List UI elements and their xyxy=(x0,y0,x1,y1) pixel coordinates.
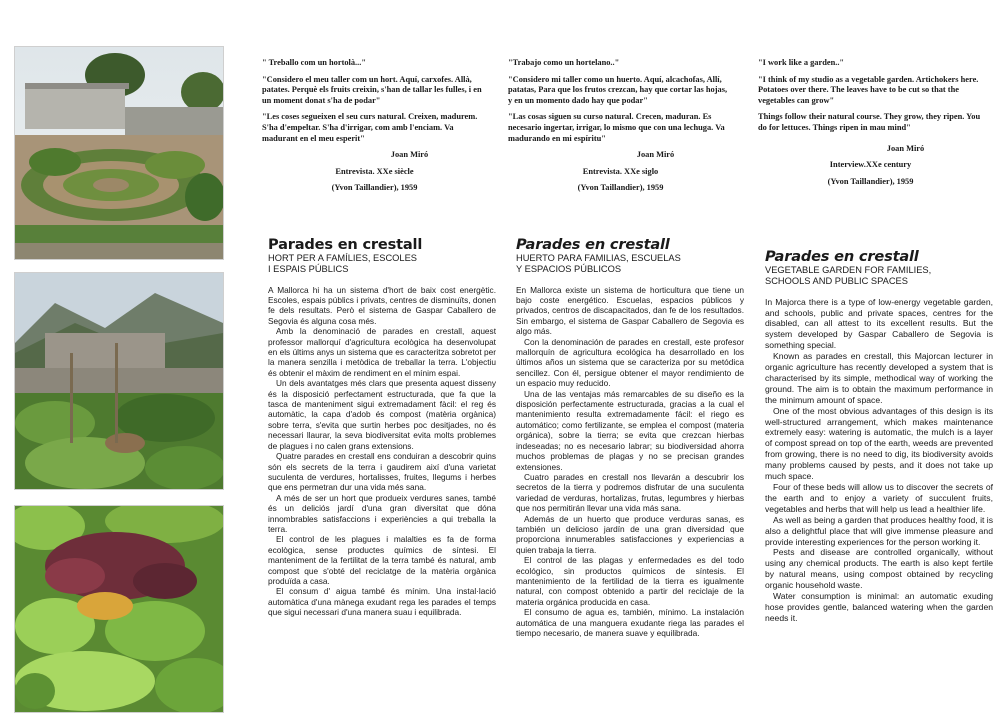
garden-photo-bottom xyxy=(14,505,224,713)
spanish-article xyxy=(516,236,744,638)
article-body xyxy=(268,285,496,618)
quote-title: "I work like a garden.." xyxy=(758,58,845,67)
quote-paragraph: "Considero el meu taller com un hort. Aquí, carxofes. Allà, patates. Perquè els fruits creixin, s'han de tallar les fulles, i en un moment donat s'ha de podar" xyxy=(262,74,482,105)
article-title: Parades en crestall xyxy=(516,236,670,253)
quote-author: Joan Miró xyxy=(636,150,675,160)
spanish-quote-block xyxy=(508,58,733,200)
paragraph: Pests and disease are controlled organically, without using any chemical products. The earth is also kept fertile by natural means, using compost obtained by recycling organic household waste. xyxy=(765,547,993,591)
paragraph: Cuatro parades en crestall nos llevarán a descubrir los secretos de la tierra y podremos disfrutar de una suculenta variedad de verduras, hortalizas, frutas, legumbres y hierbas que nos permitirán llevar una vida más sana. xyxy=(516,471,744,514)
article-body xyxy=(516,285,744,639)
quote-source: Interview.XXe century xyxy=(829,160,912,170)
paragraph: In Majorca there is a type of low-energy vegetable garden, and schools, public and private spaces, centres for the disabled, can all attest to its excellent results. But the system developed by Gaspar Caballero de Segovia is something special. xyxy=(765,296,993,351)
quote-paragraph: Things follow their natural course. They grow, they ripen. You do for lettuces. Things ripen in mau mind" xyxy=(758,112,981,132)
quote-paragraph: "Considero mi taller como un huerto. Aquí, alcachofas, Allí, patatas, Para que los frutos crezcan, hay que cortar las hojas, y en un momento dado hay que podar" xyxy=(508,74,728,105)
quote-interviewer: (Yvon Taillandier), 1959 xyxy=(577,183,664,193)
quote-paragraph: "Les coses segueixen el seu curs natural. Creixen, madurem. S'ha d'empeltar. S'ha d'irrigar, com amb l'enciam. Va madurant en el meu esperit" xyxy=(262,112,478,143)
english-quote-block xyxy=(758,58,983,193)
garden-photo-middle xyxy=(14,272,224,490)
paragraph: Un dels avantatges més clars que presenta aquest disseny és la disposició perfectament estructurada, que fa que la tasca de manteniment sigui extremadament fàcil: el reg és automàtic, la capa d'adob és compost (matèria orgànica) sobre terra, s'evita que surtin herbes poc desitjades, no és necessari llaurar, la seva biodiversitat evita molts problemes de plagues i no calen grans extensions. xyxy=(268,378,496,451)
paragraph: Water consumption is minimal: an automatic exuding hose provides gentle, balanced watering when the garden needs it. xyxy=(765,591,993,623)
paragraph: As well as being a garden that produces healthy food, it is also a delightful place that will give immense pleasure and provide interesting experiences for the person working it. xyxy=(765,514,993,547)
quote-source: Entrevista. XXe siglo xyxy=(582,166,659,176)
article-title: Parades en crestall xyxy=(268,236,423,253)
paragraph: A més de ser un hort que produeix verdures sanes, també és un deliciós jardí d'una gran diversitat que dóna innombrables satisfaccions i experiències a qui treballa la terra. xyxy=(268,492,496,534)
garden-photo-top xyxy=(14,46,224,260)
quote-interviewer: (Yvon Taillandier), 1959 xyxy=(827,176,914,186)
quote-source: Entrevista. XXe siècle xyxy=(335,166,414,176)
paragraph: A Mallorca hi ha un sistema d'hort de baix cost energètic. Escoles, espais públics i privats, centres de disminuïts, donen fe dels resultats. Però el sistema de Gaspar Caballero de Segovia és alguna cosa més. xyxy=(268,284,496,326)
paragraph: El control de las plagas y enfermedades es del todo ecológico, sin productos químicos de síntesis. El mantenimiento de la fertilidad de la tierra es igualmente natural, con compost obtenido a partir del reciclaje de la materia orgánica producida en casa. xyxy=(516,555,744,607)
paragraph: El control de les plagues i malalties es fa de forma ecològica, sense productes químics de síntesi. El manteniment de la fertilitat de la terra també és natural, amb compost que s'obté del reciclatge de la matèria orgànica produïda a casa. xyxy=(268,534,496,586)
paragraph: El consumo de agua es, también, mínimo. La instalación automática de una manguera exudante riega las parades el tiempo necesario, de manera suave y equilibrada. xyxy=(516,607,744,638)
catalan-quote-block xyxy=(262,58,487,200)
article-subtitle: HORT PER A FAMÍLIES, ESCOLES I ESPAIS PÚBLICS xyxy=(268,253,417,274)
article-title: Parades en crestall xyxy=(765,248,919,265)
paragraph: Known as parades en crestall, this Majorcan lecturer in organic agriculture has recently developed a system that is characterised by its simple, methodical way of working the ground. The aim is to obtain the maximum performance in the minimum amount of space. xyxy=(765,351,993,405)
paragraph: En Mallorca existe un sistema de horticultura que tiene un bajo coste energético. Escuelas, espacios públicos y privados, centros de discapacitados, dan fe de los resultados. Sin embargo, el sistema de Gaspar Caballero de Segovia es algo más. xyxy=(516,284,744,337)
quote-interviewer: (Yvon Taillandier), 1959 xyxy=(331,183,418,193)
article-subtitle: HUERTO PARA FAMILIAS, ESCUELAS Y ESPACIOS PÚBLICOS xyxy=(516,253,681,274)
paragraph: Una de las ventajas más remarcables de su diseño es la disposición perfectamente estructurada, gracias a la cual el mantenimiento resulta extremadamente fácil: el riego es automático; como fertilizante, se emplea el compost (materia orgánica), sobre la tierra; se evita que crezcan hierbas indeseadas; no es necesario labrar; su biodiversidad ahorra muchos problemas de plagas y no se precisan grandes extensiones. xyxy=(516,388,744,472)
paragraph: Además de un huerto que produce verduras sanas, es también un delicioso jardín de una gran diversidad que proporciona innumerables satisfacciones y experiencias a quien trabaja la tierra. xyxy=(516,513,744,555)
paragraph: Quatre parades en crestall ens conduiran a descobrir quins són els secrets de la terra i gaudirem així d'una varietat suculenta de verdures, hortalisses, fruites, llegums i herbes que ens permetran dur una vida més sana. xyxy=(268,451,496,493)
paragraph: Con la denominación de parades en crestall, este profesor mallorquín de agricultura ecológica ha desarrollado en los últimos años un sistema que se caracteriza por su metódica sencillez. Con él, persigue obtener el mayor rendimiento de un espacio muy reducido. xyxy=(516,336,744,389)
quote-title: " Treballo com un hortolà..." xyxy=(262,58,366,67)
paragraph: Four of these beds will allow us to discover the secrets of the earth and to enjoy a variety of succulent fruits, vegetables and herbs that will help us lead a healthier life. xyxy=(765,482,993,514)
quote-title: "Trabajo como un hortelano.." xyxy=(508,58,620,67)
paragraph: Amb la denominació de parades en crestall, aquest professor mallorquí d'agricultura ecològica ha desenvolupat en els últims anys un sistema que es caracteritza sobretot per la manera senzilla i metòdica de treballar la terra. L'objectiu és obtenir el màxim de rendiment en el mínim espai. xyxy=(268,326,496,378)
article-body xyxy=(765,297,993,624)
paragraph: El consum d' aigua també és mínim. Una instal·lació automàtica d'una mànega exudant rega les parades el temps que sigui necessari d'una manera suau i equilibrada. xyxy=(268,586,496,618)
quote-paragraph: "I think of my studio as a vegetable garden. Artichokers here. Potatoes over there. The leaves have to be cut so that the vegetables can grow" xyxy=(758,74,979,105)
catalan-article xyxy=(268,236,496,618)
quote-paragraph: "Las cosas siguen su curso natural. Crecen, maduran. Es necesario ingertar, irrigar, lo mismo que con una lechuga. Va madurando en mi espíritu" xyxy=(508,112,725,143)
article-subtitle: VEGETABLE GARDEN FOR FAMILIES, SCHOOLS AND PUBLIC SPACES xyxy=(765,265,932,286)
quote-author: Joan Miró xyxy=(886,143,925,153)
english-article xyxy=(765,248,993,624)
paragraph: One of the most obvious advantages of this design is its well-structured arrangement, which makes maintenance extremely easy: watering is automatic, the mulch is a layer of compost spread on top of the earth, weeds are prevented from growing, there is no need to dig, its biodiversity avoids many problems caused by pests, and it does not take up much space. xyxy=(765,405,993,482)
quote-author: Joan Miró xyxy=(390,150,429,160)
